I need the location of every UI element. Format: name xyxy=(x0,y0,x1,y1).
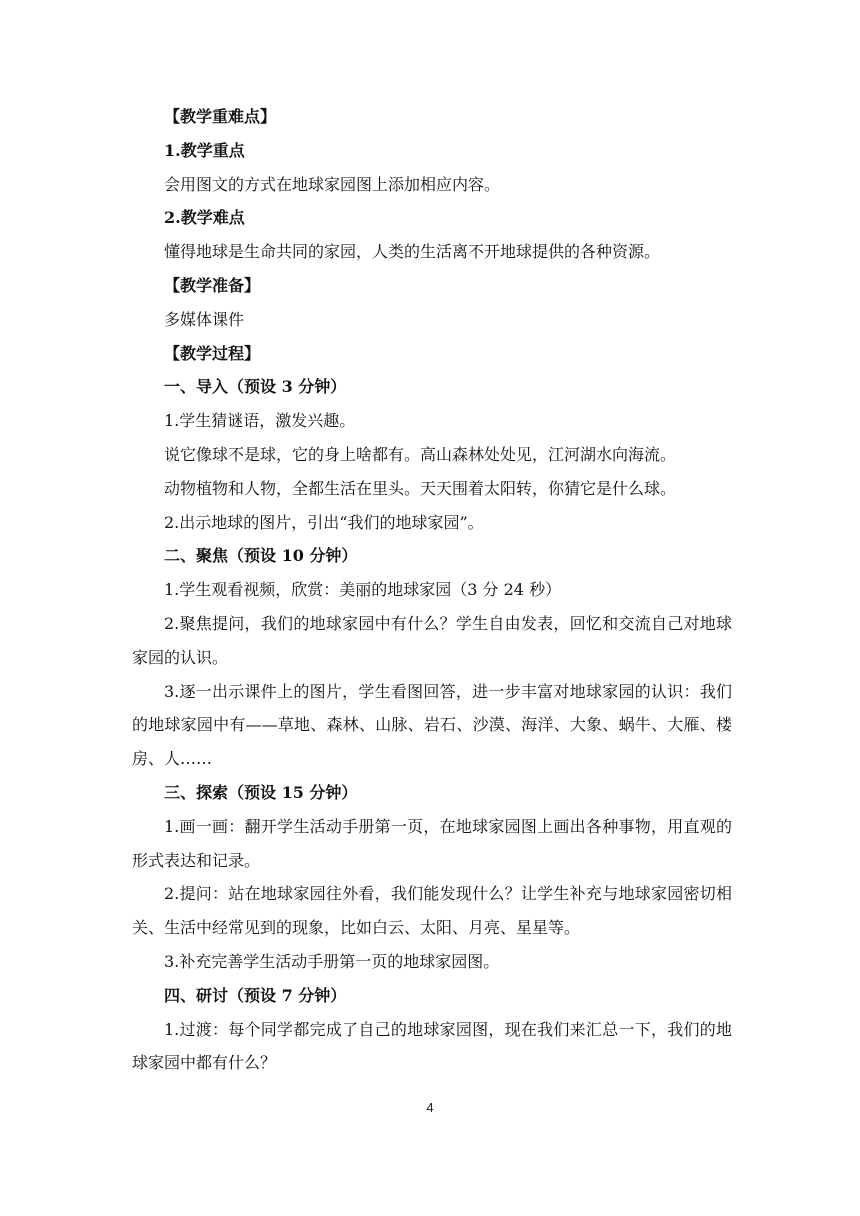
paragraph: 会用图文的方式在地球家园图上添加相应内容。 xyxy=(164,174,501,194)
paragraph: 2.聚焦提问，我们的地球家园中有什么？学生自由发表，回忆和交流自己对地球家园的认识。 xyxy=(132,613,732,667)
paragraph: 1.画一画：翻开学生活动手册第一页，在地球家园图上画出各种事物，用直观的形式表达和记录。 xyxy=(132,816,732,870)
riddle-line: 说它像球不是球，它的身上啥都有。高山森林处处见，江河湖水向海流。 xyxy=(164,444,677,464)
subheading: 三、探索（预设 15 分钟） xyxy=(164,782,358,802)
subheading: 2.教学难点 xyxy=(164,208,245,228)
section-heading: 【教学过程】 xyxy=(164,343,261,363)
riddle-line: 动物植物和人物，全都生活在里头。天天围着太阳转，你猜它是什么球。 xyxy=(164,478,677,498)
section-heading: 【教学准备】 xyxy=(164,275,261,295)
paragraph: 2.提问：站在地球家园往外看，我们能发现什么？让学生补充与地球家园密切相关、生活中经常见到的现象，比如白云、太阳、月亮、星星等。 xyxy=(132,884,732,938)
paragraph: 2.出示地球的图片，引出“我们的地球家园”。 xyxy=(164,512,484,532)
paragraph: 1.学生观看视频，欣赏：美丽的地球家园（3 分 24 秒） xyxy=(164,580,562,600)
paragraph: 3.逐一出示课件上的图片，学生看图回答，进一步丰富对地球家园的认识：我们的地球家园中有——草地、森林、山脉、岩石、沙漠、海洋、大象、蜗牛、大雁、楼房、人…… xyxy=(132,681,732,769)
paragraph: 3.补充完善学生活动手册第一页的地球家园图。 xyxy=(164,951,500,971)
paragraph: 1.学生猜谜语，激发兴趣。 xyxy=(164,411,356,431)
subheading: 四、研讨（预设 7 分钟） xyxy=(164,985,347,1005)
paragraph: 1.过渡：每个同学都完成了自己的地球家园图，现在我们来汇总一下，我们的地球家园中都有什么？ xyxy=(132,1019,732,1073)
page-number: 4 xyxy=(426,1100,434,1115)
paragraph: 懂得地球是生命共同的家园，人类的生活离不开地球提供的各种资源。 xyxy=(164,242,661,262)
document-body xyxy=(132,100,732,1080)
section-heading: 【教学重难点】 xyxy=(164,107,277,126)
subheading: 1.教学重点 xyxy=(164,140,245,160)
paragraph: 多媒体课件 xyxy=(164,309,245,329)
subheading: 二、聚焦（预设 10 分钟） xyxy=(164,546,358,566)
subheading: 一、导入（预设 3 分钟） xyxy=(164,377,347,397)
